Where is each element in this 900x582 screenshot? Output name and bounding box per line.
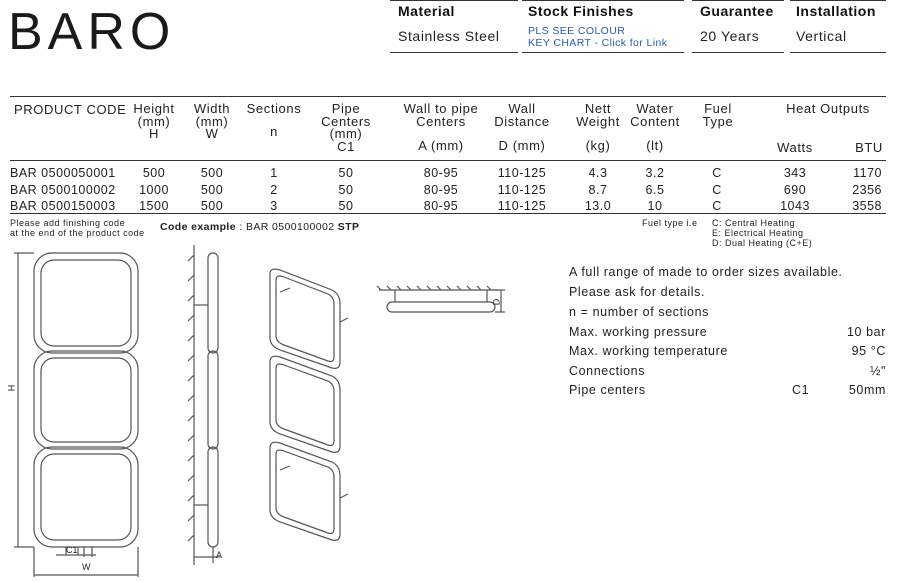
table-cell: 80-95 <box>423 166 459 180</box>
dimension-label-a: A <box>216 550 223 560</box>
dimension-label-d: D <box>491 298 502 306</box>
col-header-line: W <box>205 126 219 141</box>
col-header-line: Sections <box>246 101 302 116</box>
table-cell: C <box>712 199 722 213</box>
code-example-suffix: STP <box>337 221 360 233</box>
code-example-sep: : <box>236 221 246 233</box>
table-cell: 690 <box>783 183 807 197</box>
table-cell: C <box>712 166 722 180</box>
table-cell: 1000 <box>139 183 169 197</box>
table-cell: 3 <box>270 199 278 213</box>
note-line: at the end of the product code <box>10 228 145 238</box>
col-header-wall-to-pipe <box>396 103 486 153</box>
col-header-line: Fuel <box>704 101 732 116</box>
table-cell: 80-95 <box>423 199 459 213</box>
col-header-line: (mm) <box>329 126 363 141</box>
table-cell: 1500 <box>139 199 169 213</box>
material-title: Material <box>398 3 455 19</box>
table-cell: 50 <box>338 183 354 197</box>
col-header-line: Pipe <box>331 101 361 116</box>
perspective-diagram <box>260 262 360 562</box>
col-header-line: Centers <box>416 113 466 129</box>
installation-value: Vertical <box>796 28 847 44</box>
table-cell: 3.2 <box>645 166 665 180</box>
col-header-watts: Watts <box>777 140 813 155</box>
table-cell: 500 <box>200 183 224 197</box>
col-header-height <box>128 103 180 141</box>
spec-pipe-c1: C1 <box>792 383 810 397</box>
spec-n-definition: n = number of sections <box>569 305 710 319</box>
code-example-label: Code example <box>160 221 236 233</box>
col-header-line: H <box>149 126 159 141</box>
dimension-label-w: W <box>82 562 91 572</box>
front-view-diagram <box>0 245 170 582</box>
table-cell: 1043 <box>780 199 810 213</box>
col-header-heat-outputs: Heat Outputs <box>786 101 870 116</box>
finishing-code-note <box>10 218 145 238</box>
table-cell: 3558 <box>852 199 882 213</box>
table-cell: 1 <box>270 166 278 180</box>
col-header-line: n <box>270 123 278 139</box>
table-cell: 50 <box>338 166 354 180</box>
col-header-line: D (mm) <box>498 138 546 153</box>
col-header-line: Centers <box>321 113 371 129</box>
col-header-line: (lt) <box>646 138 664 153</box>
spec-temp-label: Max. working temperature <box>569 344 728 358</box>
col-header-line: Content <box>630 113 680 129</box>
table-cell: 343 <box>783 166 807 180</box>
spec-connections-label: Connections <box>569 364 646 378</box>
header-divider <box>692 0 784 1</box>
col-header-line: Distance <box>494 113 550 129</box>
table-header-rule <box>10 160 886 161</box>
col-header-line: (mm) <box>195 113 229 129</box>
col-header-line: Wall <box>508 101 536 116</box>
table-cell: 2356 <box>852 183 882 197</box>
table-cell: 50 <box>338 199 354 213</box>
spec-temp-value: 95 °C <box>851 344 886 358</box>
fuel-type-legend <box>712 218 812 248</box>
table-cell: 110-125 <box>497 166 547 180</box>
col-header-line: Nett <box>584 101 612 116</box>
col-header-line: A (mm) <box>418 138 464 153</box>
table-cell: 110-125 <box>497 199 547 213</box>
col-header-line: Height <box>133 101 175 116</box>
table-cell: 10 <box>647 199 663 213</box>
spec-connections-value: ½" <box>869 364 886 378</box>
table-top-rule <box>10 96 886 97</box>
fuel-legend-line: E: Electrical Heating <box>712 228 804 238</box>
side-view-diagram <box>180 245 240 582</box>
guarantee-value: 20 Years <box>700 28 760 44</box>
table-bottom-rule <box>10 213 886 214</box>
finishes-title: Stock Finishes <box>528 3 634 19</box>
header-divider <box>692 52 784 53</box>
header-divider <box>522 52 684 53</box>
brand-logo: BARO <box>8 3 176 61</box>
col-header-pipe-centers <box>316 103 376 153</box>
col-header-nett-weight <box>572 103 624 153</box>
header-divider <box>790 0 886 1</box>
col-header-line: C1 <box>337 138 355 154</box>
table-cell: 500 <box>200 199 224 213</box>
fuel-legend-line: C: Central Heating <box>712 218 796 228</box>
col-header-line: Water <box>636 101 674 116</box>
table-cell: 500 <box>200 166 224 180</box>
col-header-water-content <box>626 103 684 153</box>
table-cell: 6.5 <box>645 183 665 197</box>
col-header-fuel-type <box>698 103 738 128</box>
spec-intro-2: Please ask for details. <box>569 285 706 299</box>
fuel-legend-line: D: Dual Heating (C+E) <box>712 238 813 248</box>
col-header-line: Type <box>702 113 734 129</box>
colour-key-link-line1[interactable]: PLS SEE COLOUR <box>528 25 626 37</box>
col-header-wall-distance <box>490 103 554 153</box>
code-example <box>160 221 359 233</box>
table-cell: BAR 0500050001 <box>10 166 116 180</box>
dimension-label-c1: C1 <box>66 545 78 555</box>
spec-pipe-label: Pipe centers <box>569 383 646 397</box>
table-cell: C <box>712 183 722 197</box>
col-header-line: (kg) <box>585 138 611 153</box>
table-cell: BAR 0500100002 <box>10 183 116 197</box>
header-divider <box>790 52 886 53</box>
col-header-line: Weight <box>576 113 620 129</box>
table-cell: 500 <box>142 166 166 180</box>
spec-intro-1: A full range of made to order sizes available. <box>569 265 843 279</box>
header-divider <box>522 0 684 1</box>
guarantee-title: Guarantee <box>700 3 774 19</box>
table-cell: 2 <box>270 183 278 197</box>
col-header-btu: BTU <box>855 140 883 155</box>
col-header-sections <box>242 103 306 138</box>
colour-key-link-line2[interactable]: KEY CHART - Click for Link <box>528 37 668 49</box>
table-cell: 110-125 <box>497 183 547 197</box>
table-cell: 13.0 <box>584 199 612 213</box>
header-divider <box>390 0 518 1</box>
table-cell: 1170 <box>853 166 882 180</box>
header-divider <box>390 52 518 53</box>
spec-pressure-label: Max. working pressure <box>569 325 708 339</box>
table-cell: 4.3 <box>588 166 608 180</box>
table-cell: 80-95 <box>423 183 459 197</box>
spec-pipe-value: 50mm <box>848 383 886 397</box>
dimension-label-h: H <box>6 384 17 392</box>
spec-pressure-value: 10 bar <box>846 325 886 339</box>
table-cell: 8.7 <box>588 183 608 197</box>
code-example-value: BAR 0500100002 <box>245 221 338 233</box>
colour-key-link[interactable] <box>528 25 667 49</box>
col-header-width <box>186 103 238 141</box>
col-header-product-code: PRODUCT CODE <box>14 102 127 117</box>
table-cell: BAR 0500150003 <box>10 199 116 213</box>
material-value: Stainless Steel <box>398 28 500 44</box>
col-header-line: Width <box>193 101 231 116</box>
col-header-line: Wall to pipe <box>403 101 479 116</box>
fuel-type-label: Fuel type i.e <box>642 218 698 228</box>
installation-title: Installation <box>796 3 876 19</box>
note-line: Please add finishing code <box>10 218 126 228</box>
col-header-line: (mm) <box>137 113 171 129</box>
